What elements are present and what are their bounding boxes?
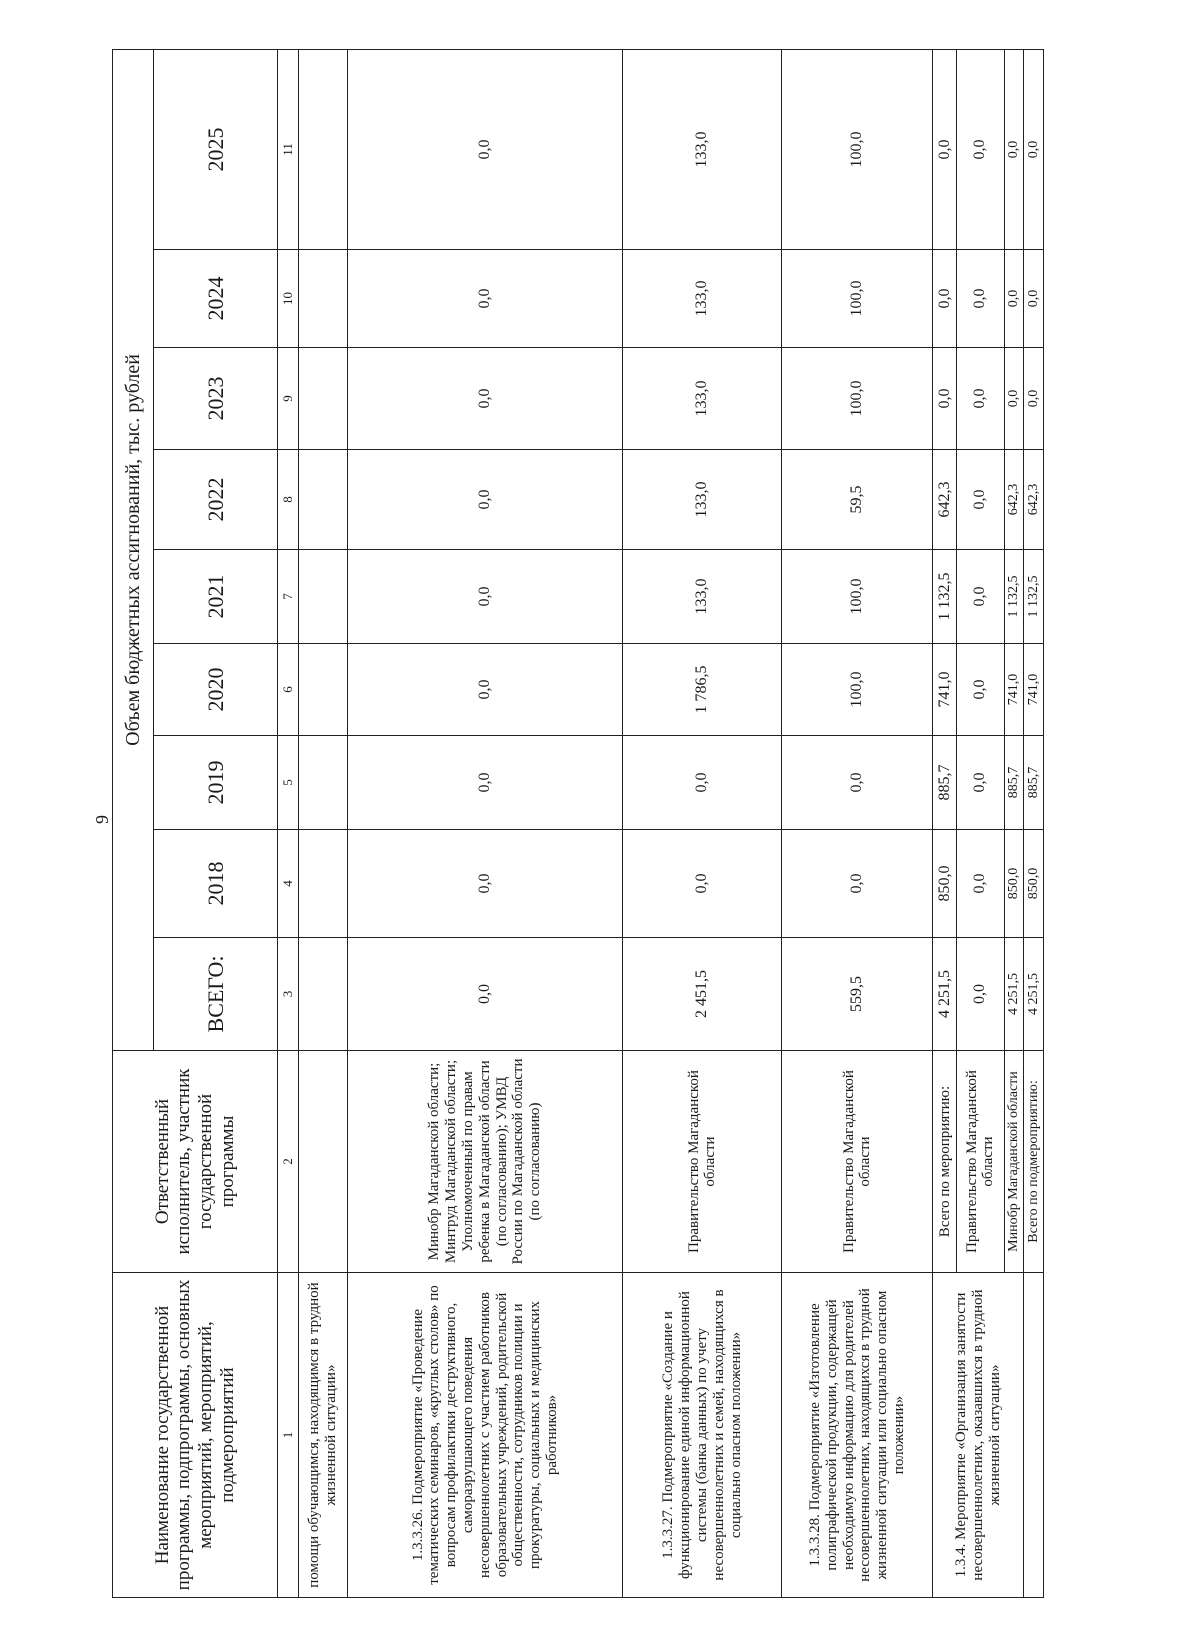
table-cell: 0,0	[933, 348, 957, 450]
table-cell: 741,0	[1024, 644, 1044, 736]
table-cell: 0,0	[1004, 49, 1024, 249]
table-cell: 850,0	[1024, 830, 1044, 938]
row-continuation-name: помощи обучающимся, находящимся в трудной жизненной ситуации»	[298, 1273, 348, 1598]
table-cell: 0,0	[957, 49, 1005, 249]
table-cell: 133,0	[623, 250, 782, 348]
table-cell: 4 251,5	[1004, 938, 1024, 1051]
header-year: 2018	[154, 830, 278, 938]
column-number: 9	[278, 348, 298, 450]
table-cell: 4 251,5	[1024, 938, 1044, 1051]
table-cell: 642,3	[933, 450, 957, 550]
column-number: 2	[278, 1051, 298, 1273]
table-cell: 0,0	[1004, 348, 1024, 450]
table-cell: 133,0	[623, 348, 782, 450]
table-cell: 100,0	[782, 550, 933, 644]
table-cell: 100,0	[782, 348, 933, 450]
header-year: 2024	[154, 250, 278, 348]
table-cell: 59,5	[782, 450, 933, 550]
column-number: 7	[278, 550, 298, 644]
table-cell: 0,0	[348, 736, 623, 830]
column-number: 10	[278, 250, 298, 348]
table-cell: 885,7	[933, 736, 957, 830]
table-cell: 0,0	[623, 736, 782, 830]
table-cell: 741,0	[1004, 644, 1024, 736]
table-cell: 0,0	[1024, 348, 1044, 450]
header-executor: Ответственный исполнитель, участник государственной программы	[113, 1051, 278, 1273]
table-cell: 850,0	[1004, 830, 1024, 938]
header-year: 2020	[154, 644, 278, 736]
table-cell: 2 451,5	[623, 938, 782, 1051]
column-number: 8	[278, 450, 298, 550]
column-number: 1	[278, 1273, 298, 1598]
rotated-page-content	[112, 50, 1044, 1598]
table-cell: 0,0	[623, 830, 782, 938]
table-cell: 0,0	[957, 938, 1005, 1051]
table-cell: 0,0	[782, 736, 933, 830]
table-cell: 0,0	[348, 250, 623, 348]
row-1-3-4-executor-total: Всего по мероприятию:	[933, 1051, 957, 1273]
table-cell: 0,0	[348, 644, 623, 736]
table-cell: 0,0	[957, 644, 1005, 736]
table-cell: 642,3	[1004, 450, 1024, 550]
column-number: 11	[278, 49, 298, 249]
table-cell: 100,0	[782, 49, 933, 249]
row-1-3-3-28-executor: Правительство Магаданской области	[782, 1051, 933, 1273]
column-number: 6	[278, 644, 298, 736]
header-year: 2023	[154, 348, 278, 450]
table-cell: 0,0	[957, 830, 1005, 938]
table-cell: 1 132,5	[1024, 550, 1044, 644]
header-name: Наименование государственной программы, подпрограммы, основных мероприятий, мероприятий, подмероприятий	[113, 1273, 278, 1598]
table-cell: 1 132,5	[933, 550, 957, 644]
row-1-3-3-28-name: 1.3.3.28. Подмероприятие «Изготовление полиграфической продукции, содержащей необходимую информацию для родителей несовершеннолетних, находящихся в трудной жизненной ситуации или социально опасном положении»	[782, 1273, 933, 1598]
table-cell: 1 786,5	[623, 644, 782, 736]
table-cell: 0,0	[348, 49, 623, 249]
table-cell: 133,0	[623, 450, 782, 550]
header-year: 2021	[154, 550, 278, 644]
column-number: 3	[278, 938, 298, 1051]
column-number: 4	[278, 830, 298, 938]
table-cell: 0,0	[957, 450, 1005, 550]
row-last-executor: Всего по подмероприятию:	[1024, 1051, 1044, 1273]
table-cell: 0,0	[933, 250, 957, 348]
table-cell: 850,0	[933, 830, 957, 938]
table-cell: 559,5	[782, 938, 933, 1051]
row-1-3-3-27-executor: Правительство Магаданской области	[623, 1051, 782, 1273]
row-1-3-4-executor-government: Правительство Магаданской области	[957, 1051, 1005, 1273]
page-number: 9	[92, 815, 112, 824]
table-cell: 0,0	[348, 348, 623, 450]
header-year: 2025	[154, 49, 278, 249]
row-1-3-4-executor-minobr: Минобр Магаданской области	[1004, 1051, 1024, 1273]
table-cell: 0,0	[957, 550, 1005, 644]
header-volume: Объем бюджетных ассигнований, тыс. рублей	[113, 49, 154, 1050]
budget-table	[112, 49, 1044, 1598]
table-cell: 0,0	[348, 550, 623, 644]
table-cell: 0,0	[782, 830, 933, 938]
table-cell: 0,0	[348, 830, 623, 938]
row-1-3-3-27-name: 1.3.3.27. Подмероприятие «Создание и функционирование единой информационной системы (банка данных) по учету несовершеннолетних и семей, находящихся в социально опасном положении»	[623, 1273, 782, 1598]
table-cell: 133,0	[623, 49, 782, 249]
column-number: 5	[278, 736, 298, 830]
row-1-3-3-26-name: 1.3.3.26. Подмероприятие «Проведение тематических семинаров, «круглых столов» по вопросам профилактики деструктивного, саморазрушающего поведения несовершеннолетних с участием работников образовательных учреждений, родительской общественности, сотрудников полиции и прокуратуры, социальных и медицинских работников»	[348, 1273, 623, 1598]
table-cell: 0,0	[957, 348, 1005, 450]
row-1-3-3-26-executor: Минобр Магаданской области; Минтруд Магаданской области; Уполномоченный по правам ребенка в Магаданской области (по согласованию); УМВД России по Магаданской области (по согласованию)	[348, 1051, 623, 1273]
header-year: 2019	[154, 736, 278, 830]
table-cell: 885,7	[1004, 736, 1024, 830]
header-total: ВСЕГО:	[154, 938, 278, 1051]
table-cell: 741,0	[933, 644, 957, 736]
table-cell: 1 132,5	[1004, 550, 1024, 644]
table-cell: 642,3	[1024, 450, 1044, 550]
table-cell: 0,0	[957, 736, 1005, 830]
table-cell: 100,0	[782, 250, 933, 348]
header-year: 2022	[154, 450, 278, 550]
table-cell: 0,0	[348, 938, 623, 1051]
table-cell: 4 251,5	[933, 938, 957, 1051]
table-cell: 0,0	[933, 49, 957, 249]
table-cell: 0,0	[1024, 250, 1044, 348]
table-cell: 0,0	[957, 250, 1005, 348]
table-cell: 0,0	[1024, 49, 1044, 249]
table-cell: 100,0	[782, 644, 933, 736]
table-cell: 0,0	[348, 450, 623, 550]
table-cell: 0,0	[1004, 250, 1024, 348]
row-1-3-4-name: 1.3.4. Мероприятие «Организация занятости несовершеннолетних, оказавшихся в трудной жизненной ситуации»	[933, 1273, 1024, 1598]
table-cell: 885,7	[1024, 736, 1044, 830]
table-cell: 133,0	[623, 550, 782, 644]
